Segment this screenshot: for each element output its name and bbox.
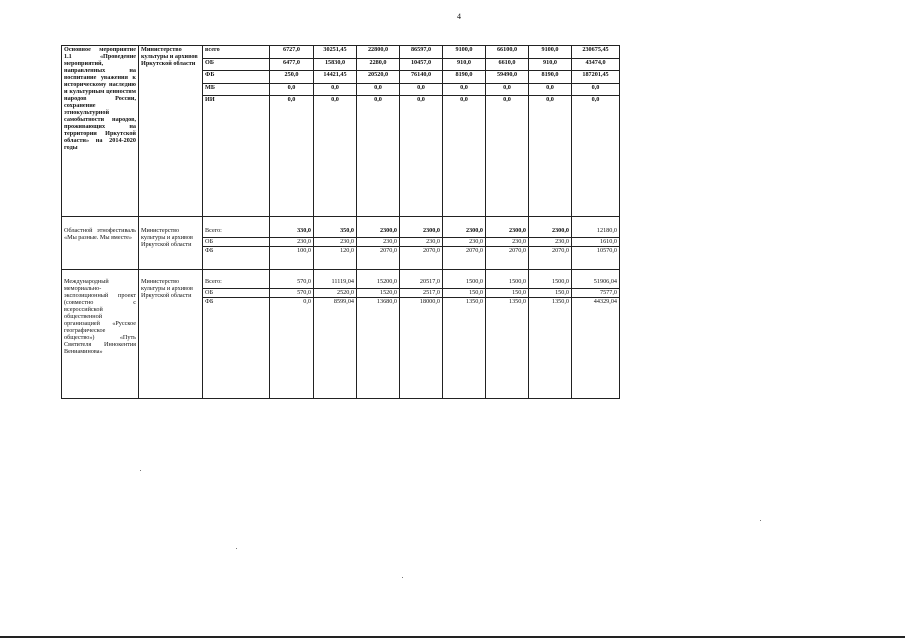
value-cell: 230,0 bbox=[400, 237, 443, 246]
scan-edge-line bbox=[0, 636, 905, 638]
value-cell: 1350,0 bbox=[486, 298, 529, 399]
funding-source: ОБ bbox=[203, 58, 270, 71]
value-cell: 0,0 bbox=[572, 83, 620, 96]
value-cell: 570,0 bbox=[270, 288, 314, 297]
value-cell: 230,0 bbox=[443, 237, 486, 246]
funding-source: ИИ bbox=[203, 96, 270, 217]
value-cell: 2070,0 bbox=[400, 247, 443, 270]
value-cell: 1500,0 bbox=[529, 270, 572, 289]
value-cell: 0,0 bbox=[400, 96, 443, 217]
value-cell: 11119,04 bbox=[314, 270, 357, 289]
value-cell: 2300,0 bbox=[400, 217, 443, 238]
value-cell: 51906,04 bbox=[572, 270, 620, 289]
value-cell: 15830,0 bbox=[314, 58, 357, 71]
value-cell: 6610,0 bbox=[486, 58, 529, 71]
value-cell: 22800,0 bbox=[357, 46, 400, 59]
funding-source: ОБ bbox=[203, 237, 270, 246]
value-cell: 1350,0 bbox=[529, 298, 572, 399]
value-cell: 10570,0 bbox=[572, 247, 620, 270]
value-cell: 910,0 bbox=[443, 58, 486, 71]
scan-speck bbox=[236, 548, 237, 549]
activity-description: Основное мероприятие 1.1 «Проведение мероприятий, направленных на воспитание уважения к историческому наследию и культурным ценностям народов России, сохранение этнокультурной самобытности народов, проживающих на территории Иркутской области» на 2014-2020 годы bbox=[62, 46, 139, 217]
executor: Министерство культуры и архивов Иркутской области bbox=[139, 270, 203, 399]
value-cell: 2280,0 bbox=[357, 58, 400, 71]
page-number: 4 bbox=[457, 12, 461, 21]
value-cell: 2300,0 bbox=[486, 217, 529, 238]
value-cell: 43474,0 bbox=[572, 58, 620, 71]
table-row bbox=[62, 217, 620, 238]
value-cell: 2520,0 bbox=[314, 288, 357, 297]
scan-speck bbox=[760, 520, 761, 521]
value-cell: 8599,04 bbox=[314, 298, 357, 399]
activity-description: Международный мемориально-экспозиционный проект (совместно с всероссийской общественной организацией «Русское географическое общество») «Путь Святителя Иннокентия Вениаминова» bbox=[62, 270, 139, 399]
funding-source: ФБ bbox=[203, 247, 270, 270]
value-cell: 0,0 bbox=[314, 96, 357, 217]
value-cell: 1350,0 bbox=[443, 298, 486, 399]
value-cell: 1520,0 bbox=[357, 288, 400, 297]
activity-description: Областной этнофестиваль «Мы разные. Мы вместе» bbox=[62, 217, 139, 270]
budget-table bbox=[61, 45, 620, 399]
value-cell: 20517,0 bbox=[400, 270, 443, 289]
value-cell: 150,0 bbox=[443, 288, 486, 297]
value-cell: 0,0 bbox=[443, 83, 486, 96]
value-cell: 230,0 bbox=[357, 237, 400, 246]
value-cell: 0,0 bbox=[529, 96, 572, 217]
value-cell: 7577,0 bbox=[572, 288, 620, 297]
value-cell: 910,0 bbox=[529, 58, 572, 71]
value-cell: 0,0 bbox=[357, 83, 400, 96]
value-cell: 2300,0 bbox=[357, 217, 400, 238]
value-cell: 20520,0 bbox=[357, 71, 400, 84]
value-cell: 230,0 bbox=[486, 237, 529, 246]
value-cell: 2070,0 bbox=[357, 247, 400, 270]
value-cell: 1610,0 bbox=[572, 237, 620, 246]
value-cell: 6477,0 bbox=[270, 58, 314, 71]
value-cell: 0,0 bbox=[357, 96, 400, 217]
value-cell: 2300,0 bbox=[443, 217, 486, 238]
scan-speck bbox=[140, 470, 141, 471]
funding-source: всего bbox=[203, 46, 270, 59]
value-cell: 44329,04 bbox=[572, 298, 620, 399]
value-cell: 0,0 bbox=[270, 96, 314, 217]
value-cell: 6727,0 bbox=[270, 46, 314, 59]
value-cell: 8190,0 bbox=[529, 71, 572, 84]
table-row bbox=[62, 46, 620, 59]
value-cell: 13680,0 bbox=[357, 298, 400, 399]
executor: Министерство культуры и архивов Иркутской области bbox=[139, 46, 203, 217]
value-cell: 0,0 bbox=[400, 83, 443, 96]
value-cell: 86597,0 bbox=[400, 46, 443, 59]
value-cell: 2070,0 bbox=[486, 247, 529, 270]
value-cell: 66100,0 bbox=[486, 46, 529, 59]
value-cell: 0,0 bbox=[486, 83, 529, 96]
scan-speck bbox=[402, 577, 403, 578]
value-cell: 15200,0 bbox=[357, 270, 400, 289]
value-cell: 10457,0 bbox=[400, 58, 443, 71]
value-cell: 250,0 bbox=[270, 71, 314, 84]
value-cell: 230,0 bbox=[270, 237, 314, 246]
value-cell: 0,0 bbox=[443, 96, 486, 217]
table-row bbox=[62, 270, 620, 289]
value-cell: 0,0 bbox=[270, 83, 314, 96]
value-cell: 2517,0 bbox=[400, 288, 443, 297]
value-cell: 150,0 bbox=[529, 288, 572, 297]
value-cell: 230,0 bbox=[314, 237, 357, 246]
value-cell: 100,0 bbox=[270, 247, 314, 270]
value-cell: 9100,0 bbox=[529, 46, 572, 59]
value-cell: 120,0 bbox=[314, 247, 357, 270]
value-cell: 14421,45 bbox=[314, 71, 357, 84]
value-cell: 0,0 bbox=[314, 83, 357, 96]
value-cell: 8190,0 bbox=[443, 71, 486, 84]
funding-source: Всего: bbox=[203, 270, 270, 289]
value-cell: 570,0 bbox=[270, 270, 314, 289]
funding-source: ФБ bbox=[203, 71, 270, 84]
funding-source: МБ bbox=[203, 83, 270, 96]
value-cell: 0,0 bbox=[270, 298, 314, 399]
funding-source: ОБ bbox=[203, 288, 270, 297]
value-cell: 2300,0 bbox=[529, 217, 572, 238]
value-cell: 59490,0 bbox=[486, 71, 529, 84]
value-cell: 230675,45 bbox=[572, 46, 620, 59]
funding-source: Всего: bbox=[203, 217, 270, 238]
value-cell: 0,0 bbox=[572, 96, 620, 217]
value-cell: 230,0 bbox=[529, 237, 572, 246]
value-cell: 150,0 bbox=[486, 288, 529, 297]
value-cell: 12180,0 bbox=[572, 217, 620, 238]
funding-source: ФБ bbox=[203, 298, 270, 399]
value-cell: 76140,0 bbox=[400, 71, 443, 84]
value-cell: 9100,0 bbox=[443, 46, 486, 59]
value-cell: 1500,0 bbox=[443, 270, 486, 289]
value-cell: 330,0 bbox=[270, 217, 314, 238]
value-cell: 18000,0 bbox=[400, 298, 443, 399]
value-cell: 2070,0 bbox=[443, 247, 486, 270]
value-cell: 350,0 bbox=[314, 217, 357, 238]
value-cell: 0,0 bbox=[529, 83, 572, 96]
value-cell: 2070,0 bbox=[529, 247, 572, 270]
value-cell: 1500,0 bbox=[486, 270, 529, 289]
value-cell: 30251,45 bbox=[314, 46, 357, 59]
value-cell: 0,0 bbox=[486, 96, 529, 217]
value-cell: 187201,45 bbox=[572, 71, 620, 84]
executor: Министерство культуры и архивов Иркутской области bbox=[139, 217, 203, 270]
